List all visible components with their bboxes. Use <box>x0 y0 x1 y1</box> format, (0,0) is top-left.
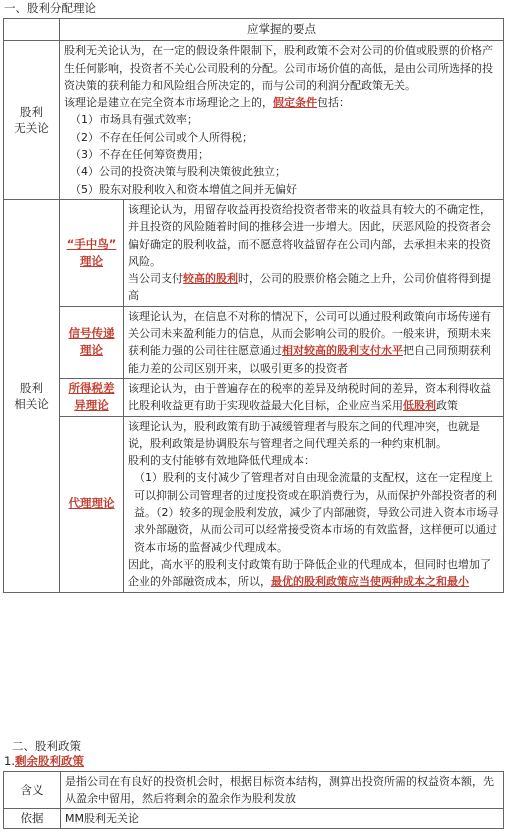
irrelevance-p2-suffix: 包括： <box>317 96 350 110</box>
assumptions-highlight: 假定条件 <box>273 96 317 110</box>
irrelevance-p2-text: 该理论是建立在完全资本市场理论之上的， <box>64 96 273 110</box>
label-dividend-irrelevance: 股利 无关论 <box>4 41 60 200</box>
cell-irrelevance-content <box>60 41 504 200</box>
label-dividend-relevance: 股利 相关论 <box>4 199 60 592</box>
cell-tax-content <box>124 378 504 416</box>
cell-signaling-content <box>124 306 504 378</box>
assumption-item: （2）不存在任何公司或个人所得税； <box>70 130 253 144</box>
assumption-item: （3）不存在任何筹资费用； <box>70 148 209 162</box>
low-dividend-highlight: 低股利 <box>403 399 436 413</box>
theory-name-agency: 代理理论 <box>68 496 115 511</box>
subsection-number: 1. <box>4 754 15 768</box>
table-header-row <box>4 19 504 41</box>
tax-suffix: 政策 <box>436 399 458 413</box>
signaling-text: 该理论认为，在信息不对称的情况下，公司可以通过股利政策向市场传递有关公司未来盈利能力的信息，从而会影响公司的股价。一般来讲，预期未来获利能力强的公司往往愿意通过 <box>128 309 491 358</box>
bird-paragraph-1: 该理论认为，用留存收益再投资给投资者带来的收益具有较大的不确定性，并且投资的风险随着时间的推移会进一步增大。因此，厌恶风险的投资者会偏好确定的股利收益，而不愿意将收益留存在公司内部，去承担未来的投资风险。 <box>128 202 491 268</box>
label-basis: 依据 <box>4 809 61 829</box>
agency-paragraph-4 <box>128 556 499 591</box>
assumption-item: （5）股东对股利收入和资本增值之间并无偏好 <box>70 182 297 196</box>
high-dividend-highlight: 较高的股利 <box>183 272 238 286</box>
agency-p4-text: 因此，高水平的股利支付政策有助于降低企业的代理成本，但同时也增加了企业的外部融资成本，所以， <box>128 557 491 589</box>
subsection-title-residual-policy <box>4 754 84 768</box>
assumption-item: （1）市场具有强式效率； <box>70 113 198 127</box>
row-bird-in-hand <box>4 199 504 306</box>
dividend-theory-table <box>3 18 504 593</box>
table-header-key-points: 应掌握的要点 <box>60 19 504 41</box>
agency-paragraph-1: 该理论认为，股利政策有助于减缓管理者与股东之间的代理冲突，也就是说，股利政策是协调股东与管理者之间代理关系的一种约束机制。 <box>128 419 480 450</box>
section-title-dividend-policy: 二、股利政策 <box>12 739 81 753</box>
signaling-suffix: 把自己同预期获利能力差的公司区别开来，以吸引更多的投资者 <box>128 344 491 375</box>
irrelevance-paragraph-1: 股利无关论认为，在一定的假设条件限制下，股利政策不会对公司的价值或股票的价格产生任何影响，投资者不关心公司股利的分配。公司市场价值的高低，是由公司所选择的投资决策的获利能力和风险组合所决定的，而与公司的利润分配政策无关。 <box>64 44 493 92</box>
bird-p2-suffix: 时，公司的股票价格会随之上升，公司价值将得到提高 <box>128 272 491 303</box>
row-tax-differential <box>4 378 504 416</box>
agency-paragraph-2: 股利的支付能够有效地降低代理成本： <box>128 454 315 468</box>
assumption-item: （4）公司的投资决策与股利决策彼此独立； <box>70 165 286 179</box>
payout-level-highlight: 相对较高的股利支付水平 <box>282 344 403 358</box>
tax-text: 该理论认为，由于普遍存在的税率的差异及纳税时间的差异，资本利得收益比股利收益更有助于实现收益最大化目标，企业应当采用 <box>128 381 491 413</box>
row-definition <box>4 772 504 809</box>
label-definition: 含义 <box>4 772 61 809</box>
bird-paragraph-2 <box>128 270 499 305</box>
agency-paragraph-3: （1）股利的支付减少了管理者对自由现金流量的支配权，这在一定程度上可以抑制公司管理者的过度投资或在职消费行为，从而保护外部投资者的利益。（2）较多的现金股利发放，减少了内部融资，导致公司进入资本市场寻求外部融资，从而公司可以经常接受资本市场的有效监督，这样便可以通过资本市场的监督减少代理成本。 <box>134 471 499 554</box>
residual-policy-highlight: 剩余股利政策 <box>14 754 84 768</box>
theory-name-bird-in-hand: “手中鸟” 理论 <box>66 236 117 268</box>
cell-bird-in-hand-content <box>124 199 504 306</box>
signaling-paragraph <box>128 308 499 377</box>
theory-name-signaling: 信号传递 理论 <box>68 326 115 358</box>
tax-paragraph <box>128 380 499 415</box>
bird-p2-text: 当公司支付 <box>128 272 183 286</box>
row-signaling <box>4 306 504 378</box>
definition-text: 是指公司在有良好的投资机会时，根据目标资本结构，测算出投资所需的权益资本额，先从盈余中留用，然后将剩余的盈余作为股利发放 <box>61 772 504 809</box>
section-title-dividend-theory: 一、股利分配理论 <box>4 1 96 15</box>
row-irrelevance <box>4 41 504 200</box>
residual-policy-table <box>3 771 504 829</box>
theory-name-tax-differential: 所得税差 异理论 <box>68 380 115 413</box>
cell-agency-content <box>124 416 504 592</box>
row-basis <box>4 809 504 829</box>
row-agency <box>4 416 504 592</box>
basis-text: MM股利无关论 <box>61 809 504 829</box>
irrelevance-paragraph-2 <box>64 94 499 111</box>
optimal-policy-highlight: 最优的股利政策应当使两种成本之和最小 <box>271 575 469 589</box>
